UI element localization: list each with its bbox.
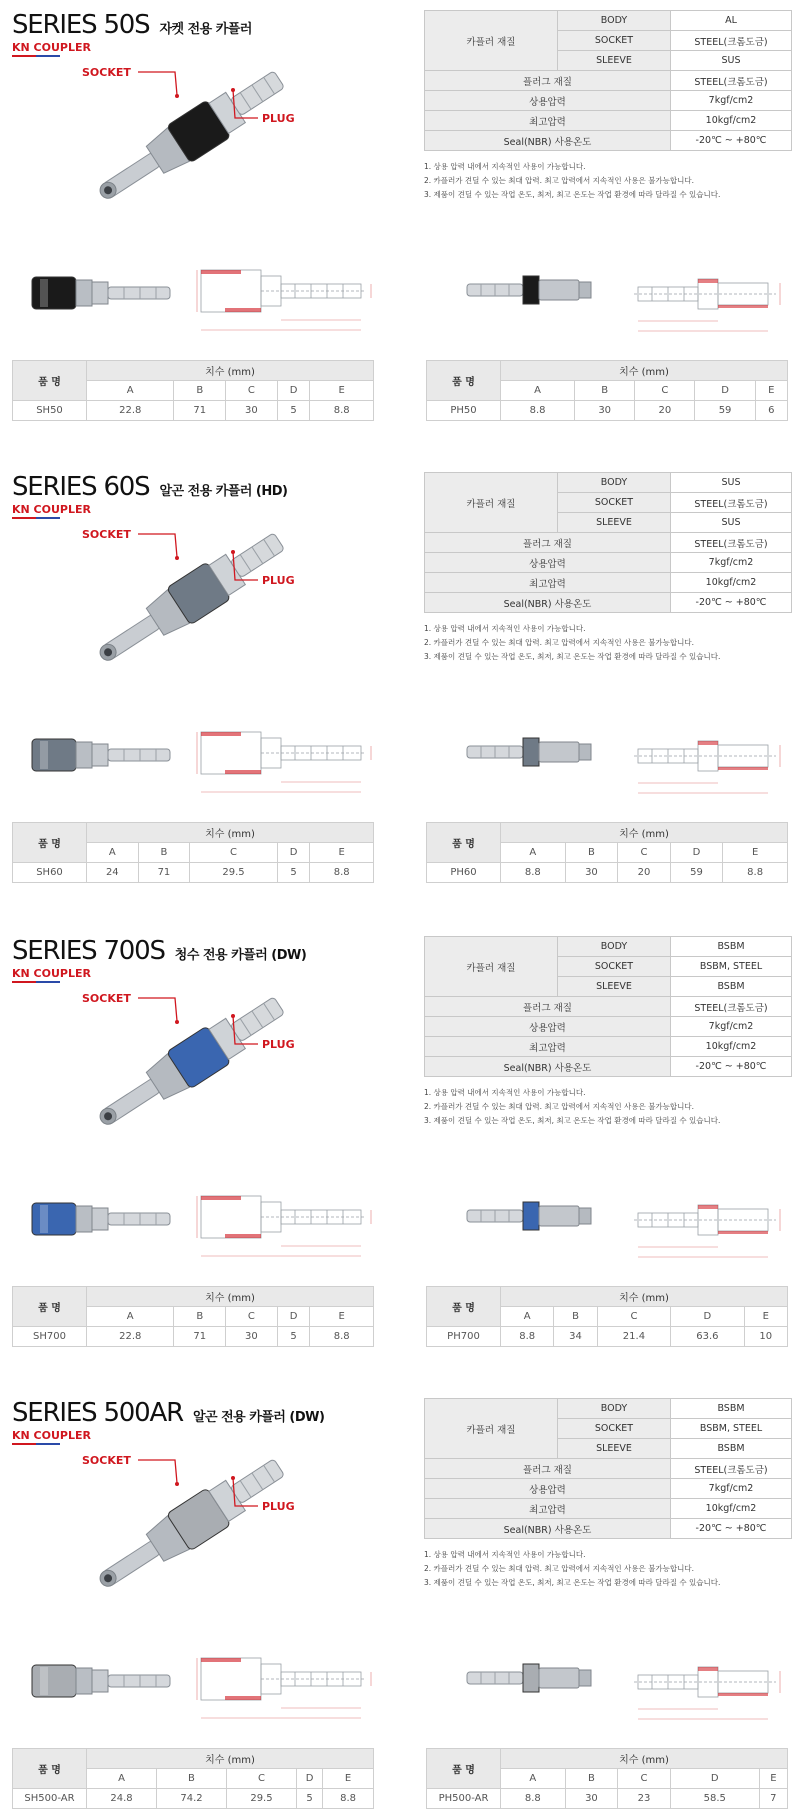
table-row xyxy=(13,1789,374,1809)
series-title: SERIES 700S xyxy=(12,936,165,966)
spec-seal-temp-value: -20℃ ~ +80℃ xyxy=(671,131,792,151)
spec-sleeve-value: SUS xyxy=(671,513,792,533)
callout-socket xyxy=(82,992,179,1024)
spec-seal-temp-label: Seal(NBR) 사용온도 xyxy=(425,1057,671,1077)
spec-working-pressure-label: 상용압력 xyxy=(425,1479,671,1499)
spec-table xyxy=(424,472,792,613)
spec-plug-value: STEEL(크롬도금) xyxy=(671,997,792,1017)
dim-col-c: C xyxy=(597,1307,670,1327)
dim-col-c: C xyxy=(226,1307,278,1327)
socket-callout-text: SOCKET xyxy=(82,992,131,1005)
dim-name-header: 품 명 xyxy=(427,1287,501,1327)
note-item: 1. 상용 압력 내에서 지속적인 사용이 가능합니다. xyxy=(424,1088,586,1097)
series-subtitle: 청수 전용 카플러 (DW) xyxy=(174,948,307,963)
spec-plug-label: 플러그 재질 xyxy=(425,1459,671,1479)
plug-photo xyxy=(465,270,595,310)
spec-sleeve-label: SLEEVE xyxy=(558,513,671,533)
dim-value: 8.8 xyxy=(501,1789,566,1809)
dim-name-header: 품 명 xyxy=(427,1749,501,1789)
spec-seal-temp-value: -20℃ ~ +80℃ xyxy=(671,1057,792,1077)
socket-dimension-table xyxy=(12,822,374,883)
series-title: SERIES 60S xyxy=(12,472,150,502)
socket-model-name: SH60 xyxy=(13,863,87,883)
spec-working-pressure-value: 7kgf/cm2 xyxy=(671,553,792,573)
dim-header: 치수 (mm) xyxy=(87,1287,374,1307)
spec-max-pressure-value: 10kgf/cm2 xyxy=(671,1499,792,1519)
spec-notes xyxy=(424,1548,720,1590)
dim-value: 22.8 xyxy=(87,1327,174,1347)
spec-plug-label: 플러그 재질 xyxy=(425,533,671,553)
note-item: 3. 제품이 견딜 수 있는 작업 온도, 최저, 최고 온도는 작업 환경에 따라 달라질 수 있습니다. xyxy=(424,1578,721,1587)
dim-col-b: B xyxy=(138,843,190,863)
plug-model-name: PH700 xyxy=(427,1327,501,1347)
spec-socket-label: SOCKET xyxy=(558,31,671,51)
spec-body-value: BSBM xyxy=(671,937,792,957)
note-item: 3. 제품이 견딜 수 있는 작업 온도, 최저, 최고 온도는 작업 환경에 따라 달라질 수 있습니다. xyxy=(424,652,721,661)
spec-socket-value: STEEL(크롬도금) xyxy=(671,31,792,51)
spec-max-pressure-value: 10kgf/cm2 xyxy=(671,573,792,593)
socket-drawing xyxy=(195,260,380,340)
note-item: 2. 카플러가 견딜 수 있는 최대 압력. 최고 압력에서 지속적인 사용은 불가능합니다. xyxy=(424,176,694,185)
note-item: 2. 카플러가 견딜 수 있는 최대 압력. 최고 압력에서 지속적인 사용은 불가능합니다. xyxy=(424,638,694,647)
socket-model-name: SH500-AR xyxy=(13,1789,87,1809)
dim-header: 치수 (mm) xyxy=(501,823,788,843)
spec-max-pressure-label: 최고압력 xyxy=(425,1499,671,1519)
dim-value: 10 xyxy=(744,1327,787,1347)
callout-socket xyxy=(82,1454,179,1486)
dim-col-d: D xyxy=(277,843,310,863)
plug-dimension-table xyxy=(426,822,788,883)
socket-model-name: SH700 xyxy=(13,1327,87,1347)
dim-value: 34 xyxy=(554,1327,597,1347)
plug-drawing xyxy=(630,1653,790,1728)
spec-seal-temp-label: Seal(NBR) 사용온도 xyxy=(425,131,671,151)
dim-value: 24.8 xyxy=(87,1789,157,1809)
dim-col-e: E xyxy=(323,1769,374,1789)
dim-col-a: A xyxy=(87,843,139,863)
plug-dimension-table xyxy=(426,1286,788,1347)
dim-col-b: B xyxy=(156,1769,226,1789)
table-row xyxy=(13,1327,374,1347)
socket-drawing xyxy=(195,722,380,802)
brand-text: KN COUPLER xyxy=(12,967,91,980)
dim-col-a: A xyxy=(501,1307,554,1327)
callout-socket xyxy=(82,528,179,560)
dim-value: 29.5 xyxy=(226,1789,296,1809)
dim-value: 30 xyxy=(565,1789,618,1809)
spec-material-label: 카플러 재질 xyxy=(425,1399,558,1459)
dim-value: 63.6 xyxy=(671,1327,744,1347)
dim-header: 치수 (mm) xyxy=(501,1749,788,1769)
dim-col-d: D xyxy=(671,1307,744,1327)
spec-seal-temp-value: -20℃ ~ +80℃ xyxy=(671,593,792,613)
spec-max-pressure-label: 최고압력 xyxy=(425,573,671,593)
dim-col-b: B xyxy=(174,381,226,401)
dim-col-a: A xyxy=(501,843,566,863)
brand-bar xyxy=(12,517,60,519)
dim-value: 30 xyxy=(575,401,635,421)
dim-col-e: E xyxy=(310,843,374,863)
dim-value: 22.8 xyxy=(87,401,174,421)
brand-text: KN COUPLER xyxy=(12,1429,91,1442)
dim-name-header: 품 명 xyxy=(13,1287,87,1327)
plug-dimension-table xyxy=(426,1748,788,1809)
spec-seal-temp-value: -20℃ ~ +80℃ xyxy=(671,1519,792,1539)
dim-value: 23 xyxy=(618,1789,671,1809)
dim-value: 30 xyxy=(226,401,278,421)
spec-plug-value: STEEL(크롬도금) xyxy=(671,533,792,553)
dim-col-e: E xyxy=(310,1307,374,1327)
plug-callout-text: PLUG xyxy=(262,1500,295,1513)
note-item: 3. 제품이 견딜 수 있는 작업 온도, 최저, 최고 온도는 작업 환경에 따라 달라질 수 있습니다. xyxy=(424,190,721,199)
dim-value: 8.8 xyxy=(310,863,374,883)
dim-value: 5 xyxy=(296,1789,322,1809)
callout-socket xyxy=(82,66,179,98)
spec-sleeve-value: BSBM xyxy=(671,1439,792,1459)
dim-value: 59 xyxy=(695,401,755,421)
dim-col-a: A xyxy=(501,381,575,401)
dim-value: 20 xyxy=(635,401,695,421)
spec-max-pressure-value: 10kgf/cm2 xyxy=(671,111,792,131)
spec-table xyxy=(424,1398,792,1539)
socket-callout-text: SOCKET xyxy=(82,528,131,541)
spec-body-label: BODY xyxy=(558,937,671,957)
dim-value: 7 xyxy=(759,1789,787,1809)
plug-callout-text: PLUG xyxy=(262,1038,295,1051)
dim-col-e: E xyxy=(755,381,787,401)
dim-col-a: A xyxy=(501,1769,566,1789)
dim-header: 치수 (mm) xyxy=(87,823,374,843)
spec-material-label: 카플러 재질 xyxy=(425,11,558,71)
dim-col-b: B xyxy=(554,1307,597,1327)
dim-header: 치수 (mm) xyxy=(501,1287,788,1307)
dim-name-header: 품 명 xyxy=(427,361,501,401)
socket-photo xyxy=(28,727,178,782)
spec-working-pressure-value: 7kgf/cm2 xyxy=(671,1479,792,1499)
spec-material-label: 카플러 재질 xyxy=(425,473,558,533)
spec-sleeve-value: SUS xyxy=(671,51,792,71)
spec-working-pressure-label: 상용압력 xyxy=(425,553,671,573)
dim-value: 20 xyxy=(618,863,671,883)
series-section xyxy=(0,926,800,1386)
dim-value: 8.8 xyxy=(501,863,566,883)
coupler-hero-image xyxy=(80,50,310,220)
note-item: 2. 카플러가 견딜 수 있는 최대 압력. 최고 압력에서 지속적인 사용은 불가능합니다. xyxy=(424,1102,694,1111)
dim-col-d: D xyxy=(695,381,755,401)
spec-body-label: BODY xyxy=(558,473,671,493)
spec-plug-label: 플러그 재질 xyxy=(425,997,671,1017)
dim-name-header: 품 명 xyxy=(13,1749,87,1789)
note-item: 3. 제품이 견딜 수 있는 작업 온도, 최저, 최고 온도는 작업 환경에 따라 달라질 수 있습니다. xyxy=(424,1116,721,1125)
spec-plug-value: STEEL(크롬도금) xyxy=(671,1459,792,1479)
spec-plug-label: 플러그 재질 xyxy=(425,71,671,91)
plug-model-name: PH500-AR xyxy=(427,1789,501,1809)
dim-value: 24 xyxy=(87,863,139,883)
dim-col-d: D xyxy=(670,1769,759,1789)
dim-col-e: E xyxy=(723,843,788,863)
spec-material-label: 카플러 재질 xyxy=(425,937,558,997)
plug-callout-text: PLUG xyxy=(262,112,295,125)
spec-body-value: BSBM xyxy=(671,1399,792,1419)
plug-drawing xyxy=(630,1191,790,1266)
spec-body-label: BODY xyxy=(558,11,671,31)
dim-value: 71 xyxy=(138,863,190,883)
dim-col-e: E xyxy=(744,1307,787,1327)
socket-dimension-table xyxy=(12,1748,374,1809)
dim-value: 59 xyxy=(670,863,723,883)
table-row xyxy=(427,1789,788,1809)
dim-value: 58.5 xyxy=(670,1789,759,1809)
spec-working-pressure-value: 7kgf/cm2 xyxy=(671,1017,792,1037)
spec-max-pressure-label: 최고압력 xyxy=(425,1037,671,1057)
series-subtitle: 알곤 전용 카플러 (DW) xyxy=(192,1410,325,1425)
dim-value: 5 xyxy=(277,1327,310,1347)
dim-value: 8.8 xyxy=(310,401,374,421)
dim-col-b: B xyxy=(565,1769,618,1789)
dim-col-c: C xyxy=(635,381,695,401)
socket-dimension-table xyxy=(12,1286,374,1347)
plug-dimension-table xyxy=(426,360,788,421)
note-item: 1. 상용 압력 내에서 지속적인 사용이 가능합니다. xyxy=(424,624,586,633)
spec-table xyxy=(424,10,792,151)
brand-bar xyxy=(12,981,60,983)
spec-socket-value: BSBM, STEEL xyxy=(671,1419,792,1439)
plug-model-name: PH60 xyxy=(427,863,501,883)
spec-plug-value: STEEL(크롬도금) xyxy=(671,71,792,91)
dim-value: 74.2 xyxy=(156,1789,226,1809)
table-row xyxy=(427,863,788,883)
series-section xyxy=(0,462,800,922)
spec-sleeve-label: SLEEVE xyxy=(558,977,671,997)
plug-drawing xyxy=(630,727,790,802)
plug-callout-text: PLUG xyxy=(262,574,295,587)
series-title: SERIES 500AR xyxy=(12,1398,183,1428)
dim-header: 치수 (mm) xyxy=(501,361,788,381)
dim-col-d: D xyxy=(277,1307,310,1327)
dim-col-b: B xyxy=(575,381,635,401)
dim-name-header: 품 명 xyxy=(13,361,87,401)
plug-drawing xyxy=(630,265,790,340)
series-section xyxy=(0,1388,800,1811)
dim-value: 8.8 xyxy=(323,1789,374,1809)
dim-col-a: A xyxy=(87,381,174,401)
spec-socket-label: SOCKET xyxy=(558,493,671,513)
socket-drawing xyxy=(195,1648,380,1728)
dim-col-d: D xyxy=(277,381,310,401)
dim-col-c: C xyxy=(618,843,671,863)
dim-name-header: 품 명 xyxy=(427,823,501,863)
dim-value: 8.8 xyxy=(310,1327,374,1347)
plug-photo xyxy=(465,732,595,772)
spec-table xyxy=(424,936,792,1077)
dim-value: 6 xyxy=(755,401,787,421)
dim-value: 8.8 xyxy=(501,401,575,421)
note-item: 1. 상용 압력 내에서 지속적인 사용이 가능합니다. xyxy=(424,1550,586,1559)
dim-value: 8.8 xyxy=(723,863,788,883)
brand-text: KN COUPLER xyxy=(12,503,91,516)
socket-callout-text: SOCKET xyxy=(82,66,131,79)
table-row xyxy=(427,1327,788,1347)
dim-name-header: 품 명 xyxy=(13,823,87,863)
dim-header: 치수 (mm) xyxy=(87,361,374,381)
spec-socket-value: BSBM, STEEL xyxy=(671,957,792,977)
spec-sleeve-label: SLEEVE xyxy=(558,1439,671,1459)
plug-photo xyxy=(465,1658,595,1698)
spec-working-pressure-value: 7kgf/cm2 xyxy=(671,91,792,111)
coupler-hero-image xyxy=(80,976,310,1146)
spec-socket-label: SOCKET xyxy=(558,1419,671,1439)
dim-value: 29.5 xyxy=(190,863,277,883)
dim-col-a: A xyxy=(87,1769,157,1789)
socket-dimension-table xyxy=(12,360,374,421)
spec-body-label: BODY xyxy=(558,1399,671,1419)
dim-col-c: C xyxy=(226,1769,296,1789)
dim-value: 30 xyxy=(565,863,618,883)
series-title: SERIES 50S xyxy=(12,10,150,40)
socket-photo xyxy=(28,265,178,320)
socket-callout-text: SOCKET xyxy=(82,1454,131,1467)
coupler-hero-image xyxy=(80,1438,310,1608)
spec-body-value: SUS xyxy=(671,473,792,493)
dim-value: 5 xyxy=(277,863,310,883)
note-item: 1. 상용 압력 내에서 지속적인 사용이 가능합니다. xyxy=(424,162,586,171)
dim-col-d: D xyxy=(296,1769,322,1789)
note-item: 2. 카플러가 견딜 수 있는 최대 압력. 최고 압력에서 지속적인 사용은 불가능합니다. xyxy=(424,1564,694,1573)
plug-photo xyxy=(465,1196,595,1236)
dim-col-e: E xyxy=(310,381,374,401)
spec-working-pressure-label: 상용압력 xyxy=(425,91,671,111)
spec-notes xyxy=(424,160,720,202)
table-row xyxy=(427,401,788,421)
dim-value: 30 xyxy=(226,1327,278,1347)
spec-seal-temp-label: Seal(NBR) 사용온도 xyxy=(425,593,671,613)
plug-model-name: PH50 xyxy=(427,401,501,421)
spec-sleeve-value: BSBM xyxy=(671,977,792,997)
socket-photo xyxy=(28,1653,178,1708)
series-subtitle: 자켓 전용 카플러 xyxy=(159,22,252,37)
spec-working-pressure-label: 상용압력 xyxy=(425,1017,671,1037)
dim-col-c: C xyxy=(226,381,278,401)
socket-model-name: SH50 xyxy=(13,401,87,421)
table-row xyxy=(13,401,374,421)
spec-sleeve-label: SLEEVE xyxy=(558,51,671,71)
brand-bar xyxy=(12,1443,60,1445)
dim-col-c: C xyxy=(618,1769,671,1789)
dim-value: 5 xyxy=(277,401,310,421)
spec-max-pressure-label: 최고압력 xyxy=(425,111,671,131)
brand-text: KN COUPLER xyxy=(12,41,91,54)
dim-col-c: C xyxy=(190,843,277,863)
dim-value: 8.8 xyxy=(501,1327,554,1347)
spec-socket-label: SOCKET xyxy=(558,957,671,977)
dim-col-e: E xyxy=(759,1769,787,1789)
spec-max-pressure-value: 10kgf/cm2 xyxy=(671,1037,792,1057)
table-row xyxy=(13,863,374,883)
spec-body-value: AL xyxy=(671,11,792,31)
dim-value: 71 xyxy=(174,401,226,421)
spec-seal-temp-label: Seal(NBR) 사용온도 xyxy=(425,1519,671,1539)
dim-col-d: D xyxy=(670,843,723,863)
dim-header: 치수 (mm) xyxy=(87,1749,374,1769)
series-subtitle: 알곤 전용 카플러 (HD) xyxy=(159,484,288,499)
socket-photo xyxy=(28,1191,178,1246)
coupler-hero-image xyxy=(80,512,310,682)
dim-col-b: B xyxy=(565,843,618,863)
dim-value: 21.4 xyxy=(597,1327,670,1347)
series-section xyxy=(0,0,800,460)
dim-value: 71 xyxy=(174,1327,226,1347)
dim-col-b: B xyxy=(174,1307,226,1327)
spec-notes xyxy=(424,622,720,664)
brand-bar xyxy=(12,55,60,57)
spec-socket-value: STEEL(크롬도금) xyxy=(671,493,792,513)
spec-notes xyxy=(424,1086,720,1128)
dim-col-a: A xyxy=(87,1307,174,1327)
socket-drawing xyxy=(195,1186,380,1266)
